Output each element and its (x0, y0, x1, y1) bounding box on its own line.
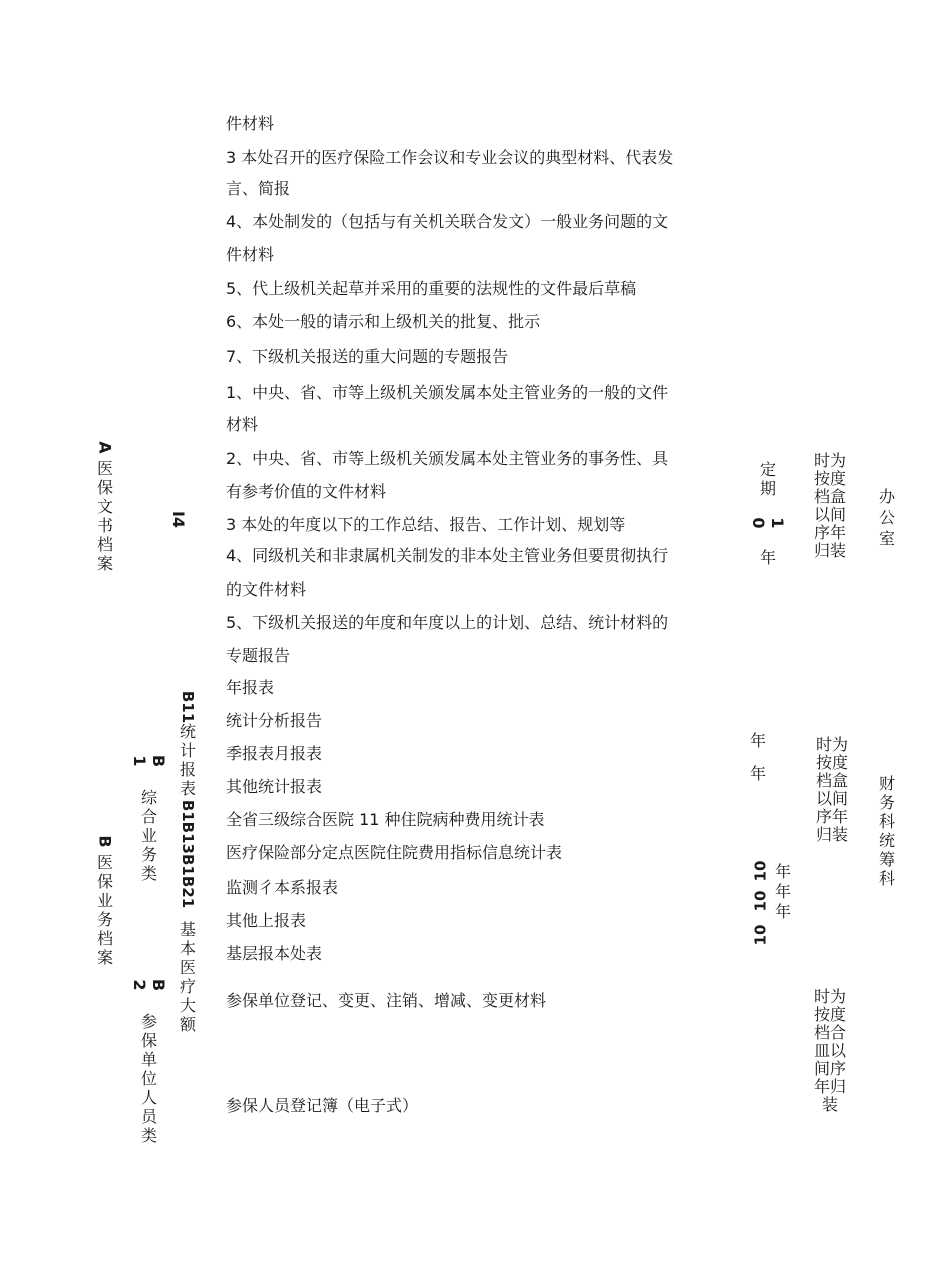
category-b-code: B (95, 835, 115, 848)
category-b-column (94, 832, 116, 967)
list-item: 言、简报 (226, 179, 291, 198)
b1-column (130, 738, 168, 883)
list-item: 件材料 (226, 245, 275, 264)
list-item: 5、下级机关报送的年度和年度以上的计划、总结、统计材料的 (226, 613, 669, 632)
list-item: 有参考价值的文件材料 (226, 482, 387, 501)
list-item: 材料 (226, 415, 259, 434)
b2-label: 参保单位人员类 (140, 1012, 157, 1145)
list-item: 5、代上级机关起草并采用的重要的法规性的文件最后草稿 (226, 279, 637, 298)
list-item: 4、同级机关和非隶属机关制发的非本处主管业务但要贯彻执行 (226, 546, 669, 565)
list-item: 7、下级机关报送的重大问题的专题报告 (226, 347, 509, 366)
list-item: 的文件材料 (226, 580, 307, 599)
list-item: 6、本处一般的请示和上级机关的批复、批示 (226, 312, 541, 331)
list-item: 3 本处召开的医疗保险工作会议和专业会议的典型材料、代表发 (226, 148, 674, 167)
category-a-dept: 办公室 (878, 487, 895, 548)
category-a-subcode: I4 (169, 510, 189, 529)
b1-label: 综合业务类 (140, 788, 157, 883)
list-item: 年报表 (226, 678, 275, 697)
category-b-method-2: 时为按度档合皿以间序年归装 (813, 987, 846, 1114)
b2-code: B2 (130, 978, 168, 992)
retention-years: 10 (749, 517, 787, 529)
b-retention-top-1: 年 (750, 731, 767, 750)
category-a-code: A (95, 441, 115, 454)
b11-code: B11 (179, 690, 197, 724)
list-item: 3 本处的年度以下的工作总结、报告、工作计划、规划等 (226, 515, 626, 534)
retention-unit: 年 (759, 548, 776, 567)
retention-term: 定期 (759, 460, 776, 498)
list-item: 1、中央、省、市等上级机关颁发属本处主管业务的一般的文件 (226, 383, 669, 402)
list-item: 专题报告 (226, 646, 291, 665)
list-item: 其他统计报表 (226, 777, 323, 796)
b-retention-num-1: 10 (751, 860, 770, 882)
list-item: 医疗保险部分定点医院住院费用指标信息统计表 (226, 843, 563, 862)
list-item: 参保人员登记簿（电子式） (226, 1096, 419, 1115)
b11-label: 统计报表 (179, 722, 196, 798)
b2-column (130, 962, 168, 1145)
b-subcode-stack: B1B13B1B21 (179, 799, 197, 909)
b21-label: 基本医疗大额 (179, 920, 196, 1034)
category-a-retention (749, 460, 787, 567)
category-a-column (94, 438, 116, 573)
category-a-method: 时为按度档盒以间序年归装 (813, 451, 846, 560)
list-item: 2、中央、省、市等上级机关颁发属本处主管业务的事务性、具 (226, 449, 669, 468)
list-item: 全省三级综合医院 11 种住院病种费用统计表 (226, 810, 545, 829)
list-item: 统计分析报告 (226, 711, 323, 730)
list-item: 其他上报表 (226, 911, 307, 930)
b1-code: B1 (130, 754, 168, 768)
list-item: 4、本处制发的（包括与有关机关联合发文）一般业务问题的文 (226, 212, 669, 231)
list-item: 季报表月报表 (226, 744, 323, 763)
category-b-label: 医保业务档案 (96, 853, 113, 967)
b-retention-num-2: 10 (751, 890, 770, 912)
list-item: 参保单位登记、变更、注销、增减、变更材料 (226, 991, 547, 1010)
list-item: 监测彳本系报表 (226, 878, 339, 897)
category-a-label: 医保文书档案 (96, 459, 113, 573)
category-b-method: 时为按度档盒以间序年归装 (815, 735, 848, 844)
list-item: 基层报本处表 (226, 944, 323, 963)
b-retention-top-2: 年 (750, 764, 767, 783)
b-retention-years: 年年年 (774, 862, 791, 921)
b-retention-num-3: 10 (751, 924, 770, 946)
category-b-dept: 财务科统筹科 (878, 774, 895, 888)
list-item: 件材料 (226, 114, 275, 133)
